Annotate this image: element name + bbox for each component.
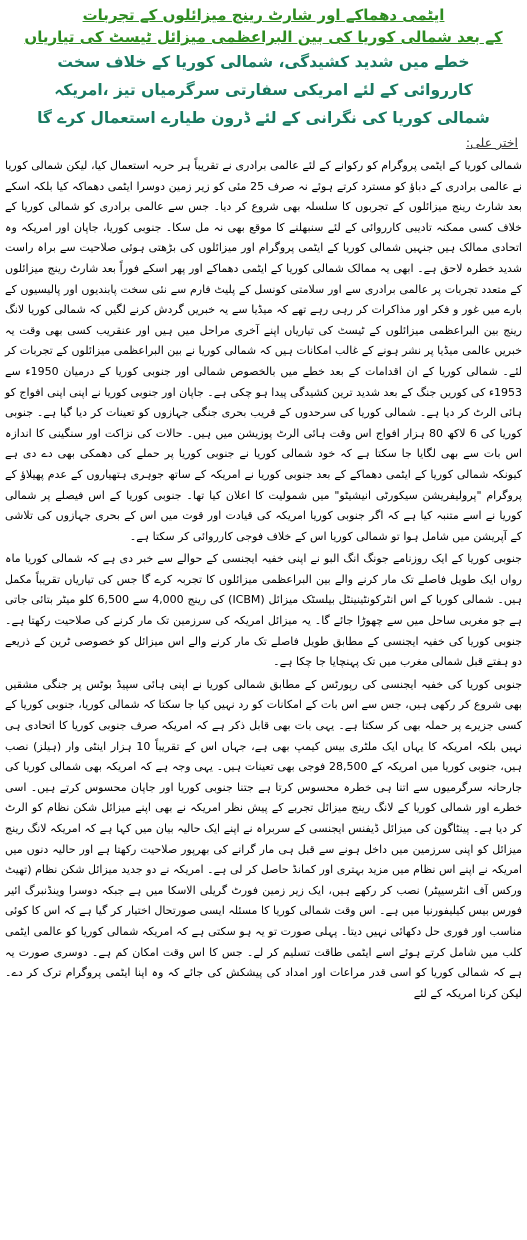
article-paragraph-3: جنوبی کوریا کی خفیہ ایجنسی کی رپورٹس کے مطابق شمالی کوریا نے اپنی ہائی سپیڈ بوٹس پر جنگی مشقیں بھی شروع کر رکھی ہیں، جس سے اس بات کے امکانات کو رد نہیں کیا جا سکتا کہ شمالی کوریا، جنوبی کوریا کے کسی جزیرے پر حملہ بھی کر سکتا ہے۔ یہی بات بھی قابل ذکر ہے کہ امریکہ صرف جنوبی کوریا کا اتحادی ہی نہیں بلکہ امریکہ کا یہاں ایک ملٹری بیس کیمپ بھی ہے، جہاں اس کے تقریباً 10 ہزار اینٹی وار (ہیلز) نصب ہیں، جنوبی کوریا میں امریکہ کے 28,500 فوجی بھی تعینات ہیں۔ یہی وجہ ہے کہ امریکہ بھی شمالی کوریا کی جارحانہ سرگرمیوں سے اتنا ہی خطرہ محسوس کرتا ہے جتنا جنوبی کوریا اور جاپان محسوس کرتے ہیں۔ اسی خطرے اور شمالی کوریا کے لانگ رینج میزائل تجربے کے پیش نظر امریکہ نے بھی اپنے میزائل شکن نظام کو الرٹ کر دیا ہے۔ پینٹاگون کی میزائل ڈیفنس ایجنسی کے سربراہ نے اپنے ایک حالیہ بیان میں کہا ہے کہ امریکہ لانگ رینج میزائل کو اپنی سرزمین میں داخل ہونے سے قبل ہی مار گرانے کی بھرپور صلاحیت رکھتا ہے اور حالیہ دنوں میں امریکہ نے اپنے اس نظام میں مزید بہتری اور کمانڈ حاصل کر لی ہے۔ امریکہ نے دو جدید میزائل شکن نظام (تھیٹ ورکس آف انٹرسیپٹر) نصب کر رکھے ہیں، ایک زیر زمین فورٹ گریلی الاسکا میں ہے جبکہ دوسرا وینڈنبرگ ائیر فورس بیس کیلیفورنیا میں ہے۔ اس وقت شمالی کوریا کا مسئلہ ایسی صورتحال اختیار کر گیا ہے کہ اس کا کوئی مناسب اور فوری حل دکھائی نہیں دیتا۔ پہلی صورت تو یہ ہو سکتی ہے کہ امریکہ شمالی کوریا کو عالمی ایٹمی کلب میں شامل کرتے ہوئے اسے ایٹمی طاقت تسلیم کر لے۔ جس کا اس وقت امکان کم ہے۔ دوسری صورت یہ ہے کہ شمالی کوریا کو اسی قدر مراعات اور امداد کی پیشکش کی جائے کہ وہ اپنا ایٹمی پروگرام ترک کر دے۔ لیکن کرنا امریکہ کے لئے — [5, 677, 522, 1000]
headline-line-1: ایٹمی دھماکے اور شارٹ رینج میزائلوں کے تجربات — [82, 6, 445, 24]
headline-line-2: کے بعد شمالی کوریا کی بین البراعظمی میزائل ٹیسٹ کی تیاریاں — [24, 28, 503, 46]
author-byline: اختر علی: — [465, 135, 518, 150]
article-paragraph-1: شمالی کوریا کے ایٹمی پروگرام کو رکوانے کے لئے عالمی برادری نے تقریباً ہر حربہ استعمال کیا، لیکن شمالی کوریا نے عالمی برادری کے دباؤ کو مسترد کرتے ہوئے نہ صرف 25 مئی کو زیر زمین دوسرا ایٹمی دھماکہ کیا بلکہ اسکے بعد شارٹ رینج میزائلوں کے تجربوں کا سلسلہ بھی شروع کر دیا۔ جس سے عالمی برادری کو شمالی کوریا کے خلاف کسی ممکنہ تادیبی کارروائی کے لئے سنبھلنے کا موقع بھی نہ مل سکا۔ جنوبی کوریا، جاپان اور امریکہ وہ اتحادی ممالک ہیں جنہیں شمالی کوریا کے ایٹمی پروگرام اور میزائلوں کی بڑھتی ہوئی صلاحیت سے براہ راست شدید خطرہ لاحق ہے۔ ابھی یہ ممالک شمالی کوریا کے ایٹمی دھماکے اور پھر اسکے فوراً بعد شارٹ رینج میزائلوں کے متعدد تجربات پر عالمی برادری سے اور سلامتی کونسل کے پلیٹ فارم سے نئی سخت پابندیوں اور پالیسیوں کے بارے میں غور و فکر اور مذاکرات کر رہی رہے تھے کہ میڈیا سے یہ خبریں گردش کرنے لگیں کہ شمالی کوریا لانگ رینج بین البراعظمی میزائلوں کے ٹیسٹ کی تیاریاں اپنے آخری مراحل میں ہیں اور عنقریب کسی بھی وقت یہ خبریں عالمی میڈیا پر نشر ہونے کے غالب امکانات ہیں کہ شمالی کوریا نے بین البراعظمی میزائلوں کے تجربات کر لئے۔ شمالی کوریا کے ان اقدامات کے بعد خطے میں بالخصوص شمالی اور جنوبی کوریا کے درمیان 1950ء سے 1953ء کی کوریں جنگ کے بعد شدید ترین کشیدگی پیدا ہو چکی ہے۔ جاپان اور جنوبی کوریا نے اپنی اپنی افواج کو ہائی الرٹ کر دیا ہے۔ شمالی کوریا کی سرحدوں کے قریب بحری جنگی جہازوں کو تعینات کر دیا گیا ہے۔ جنوبی کوریا کی 6 لاکھ 80 ہزار افواج اس وقت ہائی الرٹ پوزیشن میں ہیں۔ حالات کی نزاکت اور سنگینی کا اندازہ اس بات سے بھی لگایا جا سکتا ہے کہ خود شمالی کوریا نے جنوبی کوریا پر حملے کی دھمکی بھی دے دی ہے کیونکہ شمالی کوریا کے ایٹمی دھماکے کے بعد جنوبی کوریا نے امریکہ کے ساتھ جوہری ہتھیاروں کے عدم پھیلاؤ کے پروگرام "پرولیفریشن سیکورٹی انیشیٹو" میں شمولیت کا اعلان کیا تھا۔ جنوبی کوریا کے اس فیصلے پر شمالی کوریا نے اسے متنبہ کیا ہے کہ اگر جنوبی کوریا امریکہ کی قیادت اور قوت میں اس کے بحری جہازوں کی تلاشی کے آپریشن میں شامل ہوا تو شمالی کوریا اس کے خلاف فوجی کارروائی کر سکتا ہے۔ — [5, 159, 522, 543]
article-paragraph-2: جنوبی کوریا کے ایک روزنامے جونگ انگ البو نے اپنی خفیہ ایجنسی کے حوالے سے خبر دی ہے کہ شمالی کوریا ماہ رواں ایک طویل فاصلے تک مار کرنے والے بین البراعظمی میزائلوں کا تجربہ کرے گا جس کی تیاریاں تقریباً مکمل ہیں۔ شمالی کوریا کے اس انٹرکونٹینینٹل بیلسٹک میزائل (ICBM) کی رینج 4,000 سے 6,500 کلو میٹر بتائی جاتی ہے جو مغربی ساحل میں سے چھوڑا جائے گا۔ یہ میزائل امریکہ کی سرزمین تک مار کرنے کی صلاحیت رکھتا ہے۔ جنوبی کوریا کی خفیہ ایجنسی کے مطابق طویل فاصلے تک مار کرنے والے اس میزائل کو خصوصی ٹرین کے ذریعے دو ہفتے قبل شمالی مغرب میں تک پہنچایا جا چکا ہے۔ — [5, 552, 523, 669]
subheadline-line-1: خطے میں شدید کشیدگی، شمالی کوریا کے خلاف سخت — [57, 53, 470, 71]
subheadline-line-3: شمالی کوریا کی نگرانی کے لئے ڈرون طیارے استعمال کرے گا — [37, 109, 490, 127]
subheadline-line-2: کارروائی کے لئے امریکی سفارتی سرگرمیاں تیز ،امریکہ — [54, 81, 473, 99]
article-body — [5, 156, 522, 1004]
